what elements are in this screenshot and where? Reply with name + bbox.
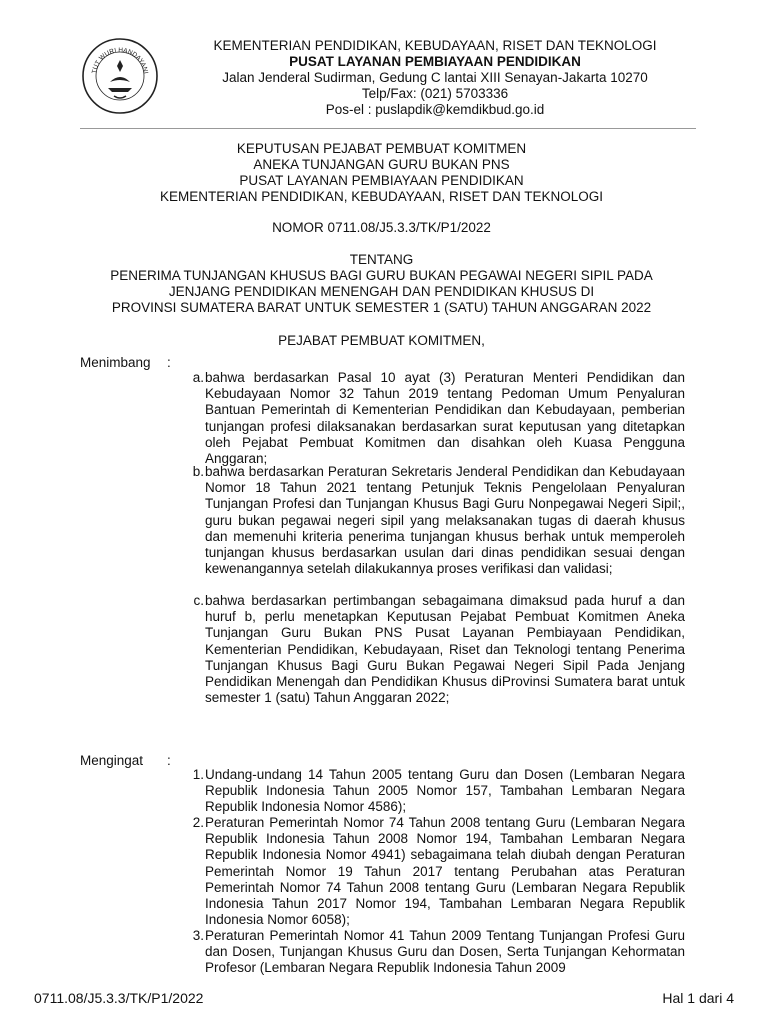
item-marker: 1. (192, 767, 204, 782)
menimbang-label: Menimbang (80, 355, 151, 370)
mengingat-item (176, 928, 685, 977)
mengingat-item (176, 815, 685, 928)
subject-label: TENTANG (349, 252, 414, 267)
subject-line: PROVINSI SUMATERA BARAT UNTUK SEMESTER 1 (SATU) TAHUN ANGGARAN 2022 (111, 300, 652, 315)
title-line: ANEKA TUNJANGAN GURU BUKAN PNS (253, 157, 510, 172)
logo-motto: TUT WURI HANDAYANI (91, 46, 149, 75)
item-marker: c. (193, 593, 204, 608)
mengingat-colon: : (167, 753, 171, 768)
decision-number: NOMOR 0711.08/J5.3.3/TK/P1/2022 (272, 220, 491, 235)
item-marker: 2. (192, 815, 204, 830)
ministry-logo (80, 36, 160, 116)
item-text: Peraturan Pemerintah Nomor 41 Tahun 2009 Tentang Tunjangan Profesi Guru dan Dosen, Tunjangan Khusus Guru dan Dosen, Serta Tunjangan Kehormatan Profesor (Lembaran Negara Republik Indonesia Tahun 2009 (205, 928, 685, 976)
subject-line: PENERIMA TUNJANGAN KHUSUS BAGI GURU BUKAN PEGAWAI NEGERI SIPIL PADA (110, 268, 653, 283)
item-marker: a. (192, 370, 204, 385)
item-text: Peraturan Pemerintah Nomor 74 Tahun 2008 tentang Guru (Lembaran Negara Republik Indonesia Tahun 2008 Nomor 194, Tambahan Lembaran Negara Republik Indonesia Nomor 4941) sebagaimana telah diubah dengan Peraturan Pemerintah Nomor 19 Tahun 2017 tentang Perubahan atas Peraturan Pemerintah Nomor 74 Tahun 2008 tentang Guru (Lembaran Negara Republik Indonesia Tahun 2017 Nomor 194, Tambahan Lembaran Negara Republik Indonesia Nomor 6058); (205, 815, 685, 928)
mengingat-label: Mengingat (80, 753, 144, 768)
footer-doc-number: 0711.08/J5.3.3/TK/P1/2022 (34, 990, 204, 1006)
item-marker: b. (192, 464, 204, 479)
address: Jalan Jenderal Sudirman, Gedung C lantai XIII Senayan-Jakarta 10270 (222, 70, 648, 85)
decision-title (80, 141, 683, 205)
subject-block (80, 252, 683, 316)
letterhead (175, 38, 695, 118)
official-title: PEJABAT PEMBUAT KOMITMEN, (278, 333, 485, 348)
title-line: KEMENTERIAN PENDIDIKAN, KEBUDAYAAN, RISET DAN TEKNOLOGI (159, 189, 604, 204)
item-marker: 3. (192, 928, 204, 943)
title-line: PUSAT LAYANAN PEMBIAYAAN PENDIDIKAN (239, 173, 524, 188)
item-text: bahwa berdasarkan Pasal 10 ayat (3) Peraturan Menteri Pendidikan dan Kebudayaan Nomor 32 Tahun 2019 tentang Pedoman Umum Penyaluran Bantuan Pemerintah di Kementerian Pendidikan dan Kebudayaan, pemberian tunjangan profesi dilaksanakan berdasarkan surat keputusan yang ditetapkan oleh Pejabat Pembuat Komitmen dan disahkan oleh Kuasa Pengguna Anggaran; (205, 370, 685, 467)
ministry-name: KEMENTERIAN PENDIDIKAN, KEBUDAYAAN, RISET DAN TEKNOLOGI (213, 38, 657, 53)
subject-line: JENJANG PENDIDIKAN MENENGAH DAN PENDIDIKAN KHUSUS DI (168, 284, 595, 299)
mengingat-item (176, 767, 685, 816)
item-text: bahwa berdasarkan Peraturan Sekretaris Jenderal Pendidikan dan Kebudayaan Nomor 18 Tahun 2021 tentang Petunjuk Teknis Pengelolaan Penyaluran Tunjangan Profesi dan Tunjangan Khusus Bagi Guru Nonpegawai Negeri Sipil;, guru bukan pegawai negeri sipil yang melaksanakan tugas di daerah khusus dan memenuhi kriteria penerima tunjangan khusus berhak untuk memperoleh tunjangan khusus berdasarkan usulan dari dinas pendidikan sesuai dengan kewenangannya setelah dilakukannya proses verifikasi dan validasi; (205, 464, 685, 577)
menimbang-item (176, 464, 685, 577)
unit-name: PUSAT LAYANAN PEMBIAYAAN PENDIDIKAN (289, 54, 581, 69)
phone: Telp/Fax: (021) 5703336 (361, 86, 509, 101)
title-line: KEPUTUSAN PEJABAT PEMBUAT KOMITMEN (236, 141, 527, 156)
footer-page-number: Hal 1 dari 4 (662, 990, 734, 1006)
menimbang-colon: : (167, 355, 171, 370)
menimbang-item (176, 370, 685, 467)
email: Pos-el : puslapdik@kemdikbud.go.id (325, 102, 545, 117)
item-text: bahwa berdasarkan pertimbangan sebagaimana dimaksud pada huruf a dan huruf b, perlu menetapkan Keputusan Pejabat Pembuat Komitmen Aneka Tunjangan Guru Bukan PNS Pusat Layanan Pembiayaan Pendidikan, Kementerian Pendidikan, Kebudayaan, Riset dan Teknologi tentang Penerima Tunjangan Khusus Bagi Guru Bukan Pegawai Negeri Sipil Pada Jenjang Pendidikan Menengah dan Pendidikan Khusus diProvinsi Sumatera barat untuk semester 1 (satu) Tahun Anggaran 2022; (205, 593, 685, 706)
header-divider (80, 128, 696, 129)
menimbang-item (176, 593, 685, 706)
item-text: Undang-undang 14 Tahun 2005 tentang Guru dan Dosen (Lembaran Negara Republik Indonesia Tahun 2005 Nomor 157, Tambahan Lembaran Negara Republik Indonesia Nomor 4586); (205, 767, 685, 815)
